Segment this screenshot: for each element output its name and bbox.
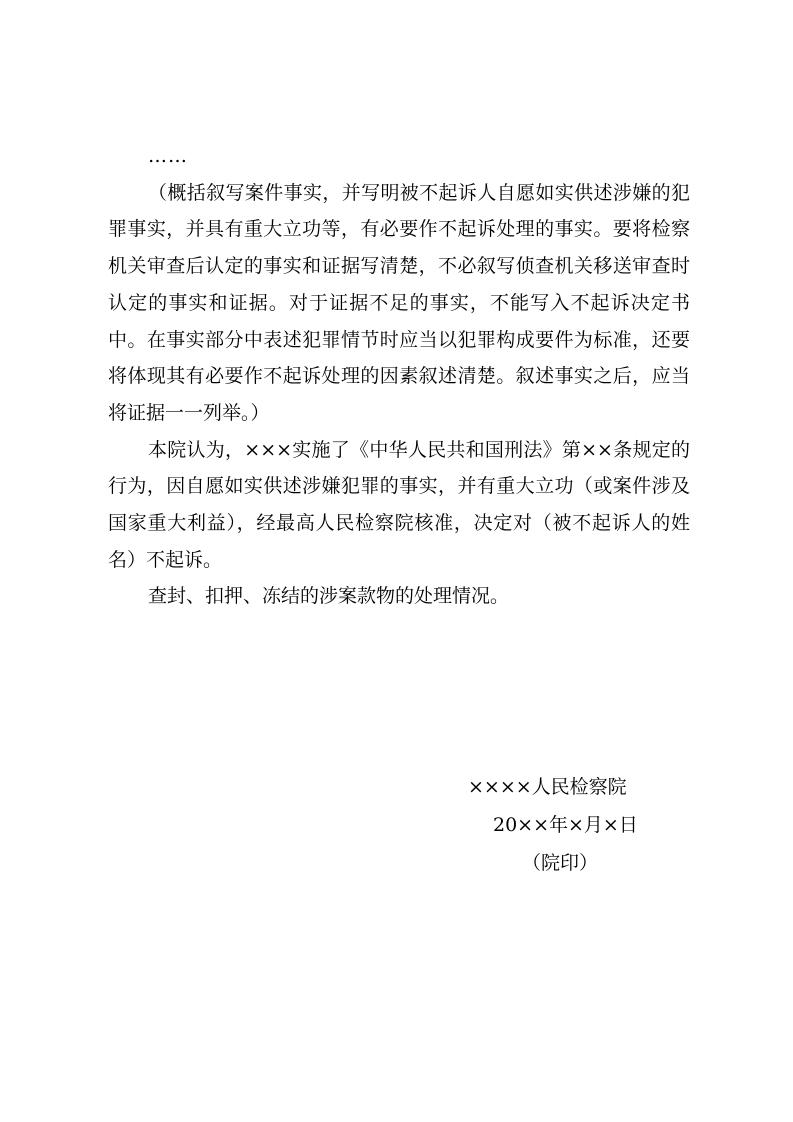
facts-instruction-paragraph: （概括叙写案件事实，并写明被不起诉人自愿如实供述涉嫌的犯罪事实，并具有重大立功等，有必要作不起诉处理的事实。要将检察机关审查后认定的事实和证据写清楚，不必叙写侦查机关移送审查时认定的事实和证据。对于证据不足的事实，不能写入不起诉决定书中。在事实部分中表述犯罪情节时应当以犯罪构成要件为标准，还要将体现其有必要作不起诉处理的因素叙述清楚。叙述事实之后，应当将证据一一列举。）	[108, 181, 690, 424]
signature-block	[440, 768, 690, 882]
issuing-organization: ××××人民检察院	[468, 776, 627, 798]
court-seal-note: （院印）	[522, 852, 599, 874]
issue-date: 20××年×月×日	[493, 814, 638, 836]
property-handling-paragraph: 查封、扣押、冻结的涉案款物的处理情况。	[148, 585, 510, 608]
document-body	[108, 138, 690, 615]
ellipsis-line: ……	[148, 145, 188, 167]
court-opinion-paragraph: 本院认为，×××实施了《中华人民共和国刑法》第××条规定的行为，因自愿如实供述涉嫌犯罪的事实，并有重大立功（或案件涉及国家重大利益），经最高人民检察院核准，决定对（被不起诉人的姓名）不起诉。	[108, 438, 690, 571]
